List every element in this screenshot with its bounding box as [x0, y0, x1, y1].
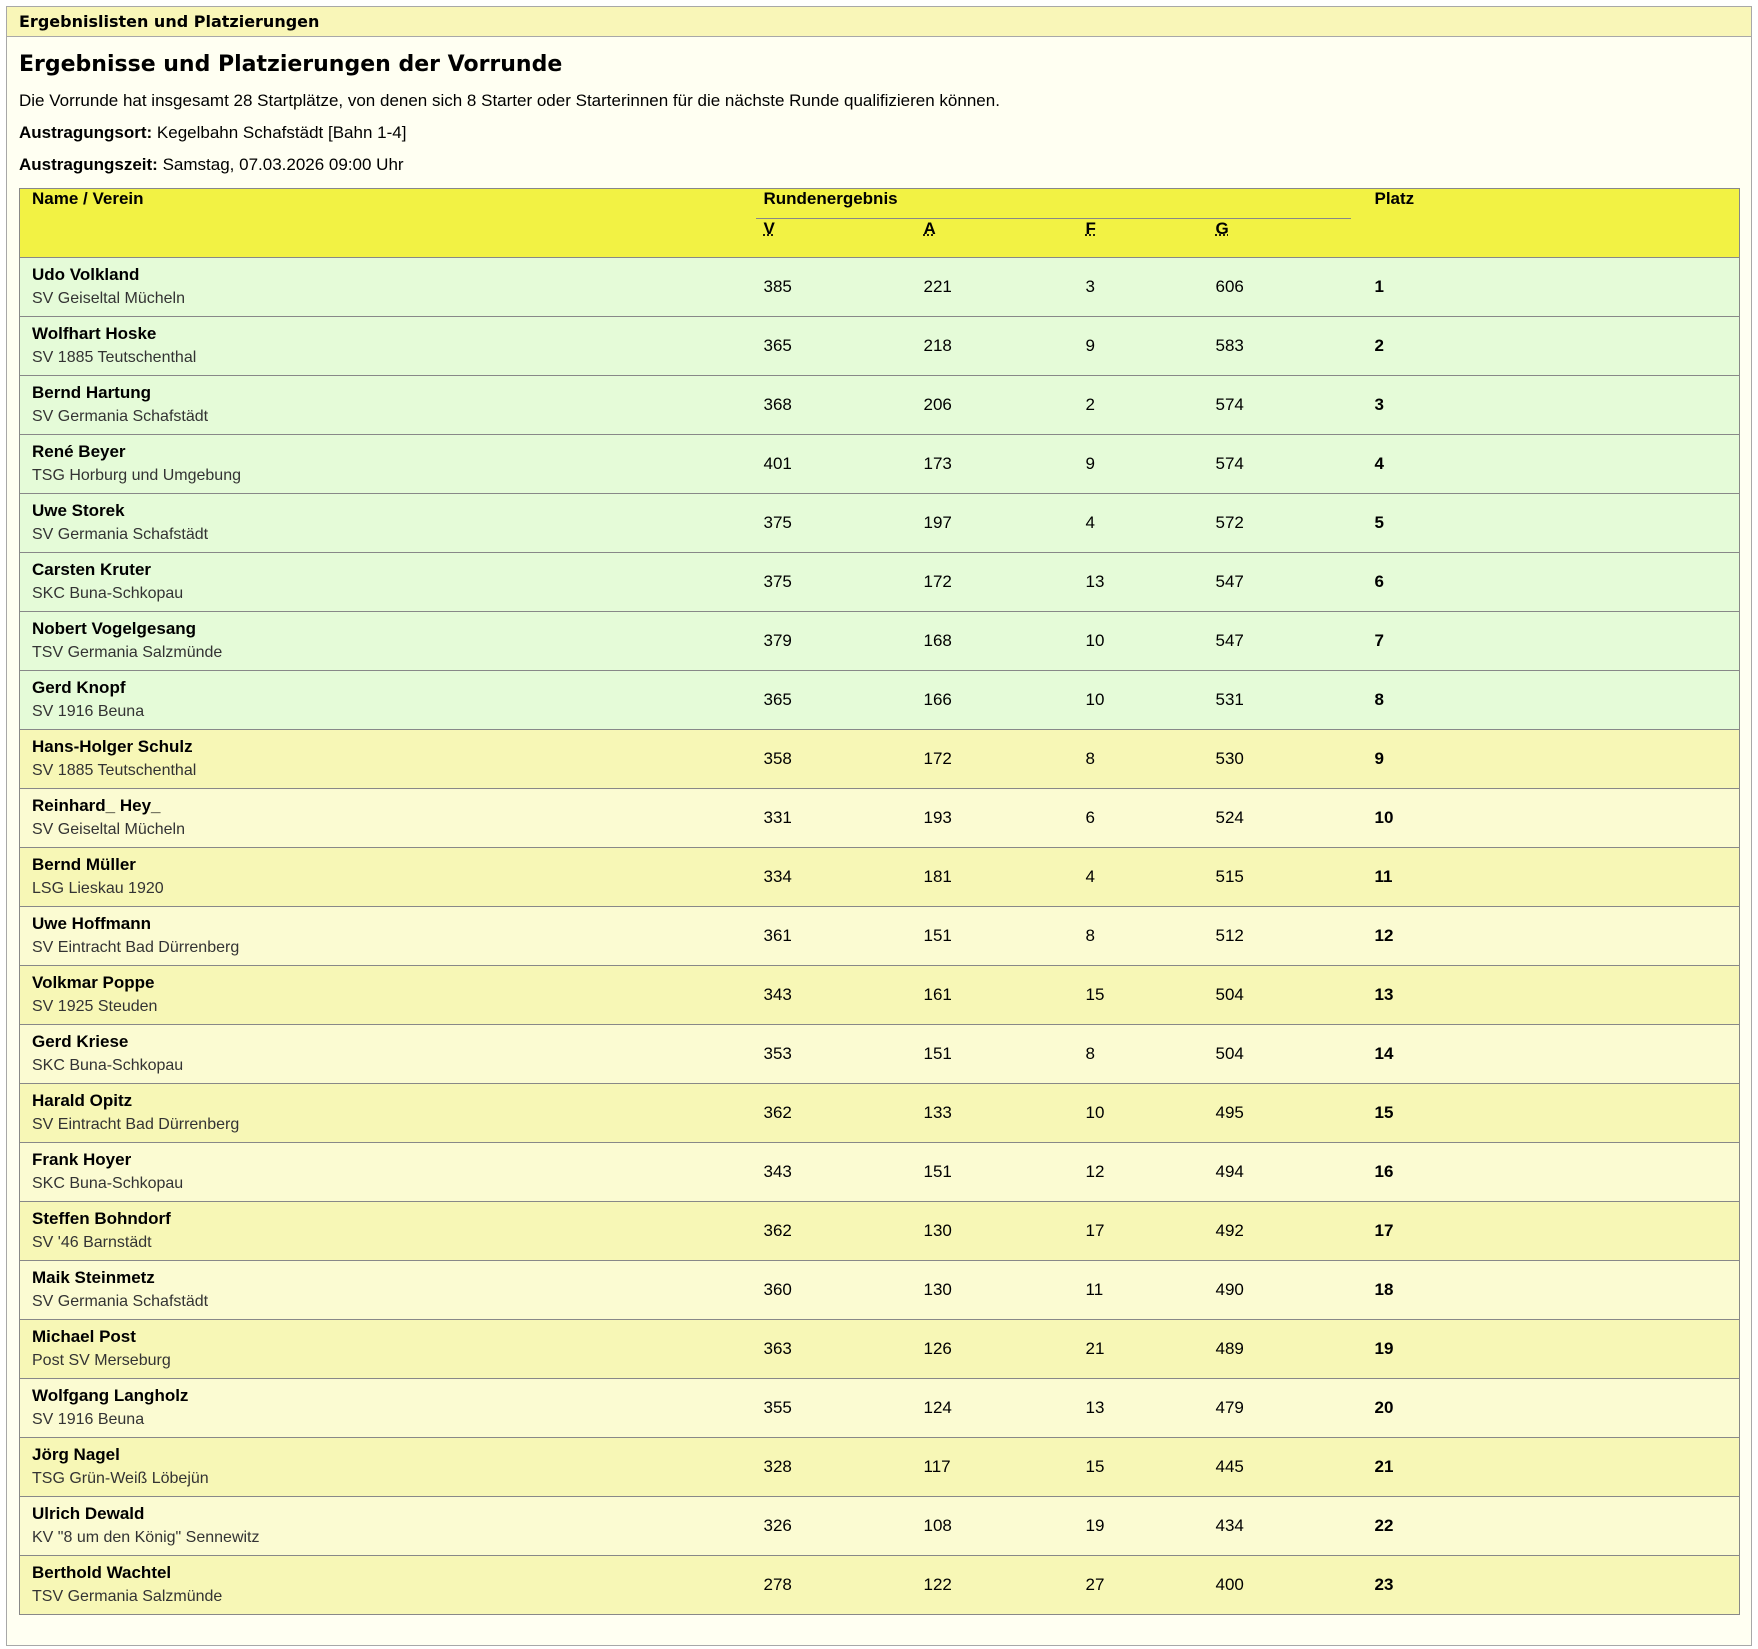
cell-v: 278	[763, 1574, 792, 1594]
cell-place: 17	[1374, 1220, 1394, 1240]
cell-name-club	[20, 375, 752, 434]
cell-v: 365	[763, 335, 792, 355]
cell-f: 10	[1085, 630, 1105, 650]
cell-place: 13	[1374, 984, 1394, 1004]
cell-name-club	[20, 552, 752, 611]
cell-v: 385	[763, 276, 792, 296]
cell-f: 8	[1085, 925, 1095, 945]
cell-v: 334	[763, 866, 792, 886]
table-row	[20, 493, 1740, 552]
cell-g: 530	[1215, 748, 1244, 768]
cell-place: 9	[1374, 748, 1384, 768]
cell-a: 108	[923, 1515, 952, 1535]
table-row	[20, 1201, 1740, 1260]
cell-g: 400	[1215, 1574, 1244, 1594]
time-label: Austragungszeit:	[19, 155, 158, 174]
cell-name-club	[20, 1201, 752, 1260]
club-name: SV 1885 Teutschenthal	[32, 762, 197, 779]
table-row	[20, 670, 1740, 729]
cell-name-club	[20, 257, 752, 316]
cell-f: 4	[1085, 866, 1095, 886]
cell-name-club	[20, 316, 752, 375]
club-name: SV Geiseltal Mücheln	[32, 821, 185, 838]
club-name: SKC Buna-Schkopau	[32, 1057, 184, 1074]
cell-name-club	[20, 493, 752, 552]
player-name: Udo Volkland	[32, 265, 140, 284]
cell-place: 5	[1374, 512, 1384, 532]
cell-name-club	[20, 1260, 752, 1319]
cell-f: 6	[1085, 807, 1095, 827]
cell-g: 445	[1215, 1456, 1244, 1476]
cell-f: 10	[1085, 1102, 1105, 1122]
table-body	[20, 257, 1740, 1614]
cell-a: 172	[923, 748, 952, 768]
cell-name-club	[20, 965, 752, 1024]
col-header-a	[912, 219, 1074, 257]
cell-place: 2	[1374, 335, 1384, 355]
cell-a: 197	[923, 512, 952, 532]
cell-name-club	[20, 434, 752, 493]
table-row	[20, 1555, 1740, 1614]
club-name: SV 1925 Steuden	[32, 998, 158, 1015]
cell-v: 326	[763, 1515, 792, 1535]
cell-place: 12	[1374, 925, 1394, 945]
table-row	[20, 1378, 1740, 1437]
cell-v: 343	[763, 1161, 792, 1181]
cell-place: 3	[1374, 394, 1384, 414]
cell-name-club	[20, 1437, 752, 1496]
table-row	[20, 847, 1740, 906]
club-name: KV "8 um den König" Sennewitz	[32, 1529, 260, 1546]
cell-g: 490	[1215, 1279, 1244, 1299]
cell-a: 151	[923, 1161, 952, 1181]
cell-f: 13	[1085, 571, 1105, 591]
cell-a: 161	[923, 984, 952, 1004]
cell-a: 206	[923, 394, 952, 414]
table-row	[20, 965, 1740, 1024]
cell-a: 130	[923, 1220, 952, 1240]
intro-text: Die Vorrunde hat insgesamt 28 Startplätze, von denen sich 8 Starter oder Starterinnen für die nächste Runde qualifizieren können.	[19, 91, 1000, 110]
panel-content	[7, 51, 1751, 1615]
club-name: LSG Lieskau 1920	[32, 880, 164, 897]
table-row	[20, 1260, 1740, 1319]
club-name: Post SV Merseburg	[32, 1352, 171, 1369]
cell-a: 173	[923, 453, 952, 473]
cell-f: 27	[1085, 1574, 1105, 1594]
cell-name-club	[20, 1496, 752, 1555]
cell-place: 6	[1374, 571, 1384, 591]
player-name: Gerd Kriese	[32, 1032, 129, 1051]
club-name: TSG Horburg und Umgebung	[32, 467, 241, 484]
cell-v: 360	[763, 1279, 792, 1299]
player-name: Wolfhart Hoske	[32, 324, 157, 343]
cell-a: 193	[923, 807, 952, 827]
club-name: SV '46 Barnstädt	[32, 1234, 152, 1251]
player-name: Uwe Hoffmann	[32, 914, 151, 933]
results-table	[19, 188, 1740, 1615]
cell-name-club	[20, 1555, 752, 1614]
player-name: Ulrich Dewald	[32, 1504, 145, 1523]
cell-v: 328	[763, 1456, 792, 1476]
cell-g: 504	[1215, 984, 1244, 1004]
cell-v: 361	[763, 925, 792, 945]
player-name: Steffen Bohndorf	[32, 1209, 171, 1228]
cell-name-club	[20, 1142, 752, 1201]
table-row	[20, 1496, 1740, 1555]
table-row	[20, 552, 1740, 611]
col-header-a-label: A	[923, 219, 936, 238]
cell-name-club	[20, 847, 752, 906]
cell-place: 10	[1374, 807, 1394, 827]
panel-title: Ergebnislisten und Platzierungen	[7, 7, 1751, 37]
table-row	[20, 1437, 1740, 1496]
table-row	[20, 729, 1740, 788]
player-name: Bernd Hartung	[32, 383, 151, 402]
cell-a: 151	[923, 1043, 952, 1063]
cell-v: 365	[763, 689, 792, 709]
cell-v: 401	[763, 453, 792, 473]
cell-v: 379	[763, 630, 792, 650]
cell-place: 21	[1374, 1456, 1394, 1476]
player-name: Reinhard_ Hey_	[32, 796, 161, 815]
cell-place: 7	[1374, 630, 1384, 650]
club-name: SV Eintracht Bad Dürrenberg	[32, 939, 240, 956]
cell-place: 22	[1374, 1515, 1394, 1535]
cell-g: 479	[1215, 1397, 1244, 1417]
time-value: Samstag, 07.03.2026 09:00 Uhr	[162, 155, 404, 174]
cell-a: 124	[923, 1397, 952, 1417]
col-header-g-label: G	[1215, 219, 1229, 238]
player-name: Jörg Nagel	[32, 1445, 120, 1464]
player-name: Maik Steinmetz	[32, 1268, 155, 1287]
cell-f: 9	[1085, 335, 1095, 355]
time-line	[19, 155, 1739, 175]
cell-g: 434	[1215, 1515, 1244, 1535]
cell-a: 221	[923, 276, 952, 296]
player-name: Michael Post	[32, 1327, 136, 1346]
cell-f: 13	[1085, 1397, 1105, 1417]
cell-f: 8	[1085, 748, 1095, 768]
table-row	[20, 375, 1740, 434]
col-header-v	[752, 219, 912, 257]
cell-g: 606	[1215, 276, 1244, 296]
cell-f: 3	[1085, 276, 1095, 296]
club-name: SV 1885 Teutschenthal	[32, 349, 197, 366]
cell-v: 375	[763, 512, 792, 532]
table-row	[20, 788, 1740, 847]
cell-a: 122	[923, 1574, 952, 1594]
cell-place: 18	[1374, 1279, 1394, 1299]
cell-f: 9	[1085, 453, 1095, 473]
player-name: Uwe Storek	[32, 501, 125, 520]
cell-g: 512	[1215, 925, 1244, 945]
venue-value: Kegelbahn Schafstädt [Bahn 1-4]	[156, 123, 407, 142]
cell-a: 117	[923, 1456, 951, 1476]
player-name: Gerd Knopf	[32, 678, 126, 697]
cell-f: 17	[1085, 1220, 1105, 1240]
cell-g: 515	[1215, 866, 1244, 886]
cell-v: 353	[763, 1043, 792, 1063]
cell-name-club	[20, 1083, 752, 1142]
cell-a: 166	[923, 689, 952, 709]
col-header-round	[752, 189, 1363, 220]
cell-name-club	[20, 670, 752, 729]
cell-g: 574	[1215, 453, 1244, 473]
col-header-f	[1074, 219, 1204, 257]
table-row	[20, 434, 1740, 493]
club-name: SV Eintracht Bad Dürrenberg	[32, 1116, 240, 1133]
table-row	[20, 906, 1740, 965]
cell-name-club	[20, 1319, 752, 1378]
cell-place: 19	[1374, 1338, 1394, 1358]
cell-place: 8	[1374, 689, 1384, 709]
cell-place: 4	[1374, 453, 1384, 473]
club-name: TSG Grün-Weiß Löbejün	[32, 1470, 209, 1487]
cell-name-club	[20, 611, 752, 670]
cell-f: 10	[1085, 689, 1105, 709]
cell-v: 375	[763, 571, 792, 591]
cell-a: 172	[923, 571, 952, 591]
cell-v: 331	[763, 807, 792, 827]
cell-f: 19	[1085, 1515, 1105, 1535]
venue-label: Austragungsort:	[19, 123, 153, 142]
player-name: Nobert Vogelgesang	[32, 619, 197, 638]
cell-a: 218	[923, 335, 952, 355]
cell-a: 168	[923, 630, 952, 650]
results-panel	[6, 6, 1752, 1646]
cell-g: 504	[1215, 1043, 1244, 1063]
cell-place: 23	[1374, 1574, 1394, 1594]
cell-f: 12	[1085, 1161, 1105, 1181]
player-name: Berthold Wachtel	[32, 1563, 172, 1582]
cell-place: 1	[1374, 276, 1384, 296]
table-row	[20, 1024, 1740, 1083]
player-name: René Beyer	[32, 442, 126, 461]
player-name: Harald Opitz	[32, 1091, 133, 1110]
club-name: SKC Buna-Schkopau	[32, 585, 184, 602]
cell-name-club	[20, 1378, 752, 1437]
cell-v: 355	[763, 1397, 792, 1417]
cell-place: 16	[1374, 1161, 1394, 1181]
club-name: SV Geiseltal Mücheln	[32, 290, 185, 307]
club-name: SV Germania Schafstädt	[32, 526, 209, 543]
cell-f: 2	[1085, 394, 1095, 414]
club-name: SV Germania Schafstädt	[32, 408, 209, 425]
cell-a: 126	[923, 1338, 952, 1358]
cell-f: 11	[1085, 1279, 1104, 1299]
cell-g: 574	[1215, 394, 1244, 414]
page-title: Ergebnisse und Platzierungen der Vorrunde	[19, 52, 563, 77]
cell-v: 362	[763, 1102, 792, 1122]
cell-a: 181	[923, 866, 952, 886]
table-row	[20, 316, 1740, 375]
cell-v: 368	[763, 394, 792, 414]
cell-place: 15	[1374, 1102, 1394, 1122]
cell-g: 495	[1215, 1102, 1244, 1122]
club-name: TSV Germania Salzmünde	[32, 1588, 223, 1605]
cell-place: 20	[1374, 1397, 1394, 1417]
player-name: Volkmar Poppe	[32, 973, 155, 992]
col-header-f-label: F	[1085, 219, 1096, 238]
table-row	[20, 1083, 1740, 1142]
cell-g: 531	[1215, 689, 1244, 709]
cell-f: 4	[1085, 512, 1095, 532]
cell-g: 524	[1215, 807, 1244, 827]
cell-name-club	[20, 729, 752, 788]
cell-place: 11	[1374, 866, 1393, 886]
col-header-name: Name / Verein	[32, 189, 144, 208]
cell-name-club	[20, 1024, 752, 1083]
cell-g: 547	[1215, 571, 1244, 591]
cell-a: 133	[923, 1102, 952, 1122]
cell-place: 14	[1374, 1043, 1394, 1063]
cell-f: 15	[1085, 1456, 1105, 1476]
cell-name-club	[20, 788, 752, 847]
cell-v: 343	[763, 984, 792, 1004]
cell-v: 358	[763, 748, 792, 768]
table-row	[20, 611, 1740, 670]
cell-f: 15	[1085, 984, 1105, 1004]
round-header-label: Rundenergebnis	[756, 189, 1351, 219]
cell-g: 494	[1215, 1161, 1244, 1181]
venue-line	[19, 123, 1739, 143]
col-header-g	[1204, 219, 1363, 257]
player-name: Carsten Kruter	[32, 560, 152, 579]
club-name: SV Germania Schafstädt	[32, 1293, 209, 1310]
col-header-place: Platz	[1374, 189, 1415, 208]
cell-g: 547	[1215, 630, 1244, 650]
cell-g: 572	[1215, 512, 1244, 532]
club-name: SV 1916 Beuna	[32, 703, 145, 720]
club-name: SKC Buna-Schkopau	[32, 1175, 184, 1192]
club-name: TSV Germania Salzmünde	[32, 644, 223, 661]
player-name: Hans-Holger Schulz	[32, 737, 193, 756]
table-row	[20, 1142, 1740, 1201]
cell-g: 492	[1215, 1220, 1244, 1240]
cell-name-club	[20, 906, 752, 965]
player-name: Frank Hoyer	[32, 1150, 132, 1169]
table-header	[20, 189, 1740, 258]
cell-a: 130	[923, 1279, 952, 1299]
cell-g: 489	[1215, 1338, 1244, 1358]
club-name: SV 1916 Beuna	[32, 1411, 145, 1428]
cell-f: 8	[1085, 1043, 1095, 1063]
player-name: Bernd Müller	[32, 855, 136, 874]
cell-a: 151	[923, 925, 952, 945]
cell-v: 363	[763, 1338, 792, 1358]
cell-g: 583	[1215, 335, 1244, 355]
table-row	[20, 257, 1740, 316]
cell-v: 362	[763, 1220, 792, 1240]
player-name: Wolfgang Langholz	[32, 1386, 189, 1405]
col-header-v-label: V	[763, 219, 775, 238]
cell-f: 21	[1085, 1338, 1105, 1358]
table-row	[20, 1319, 1740, 1378]
